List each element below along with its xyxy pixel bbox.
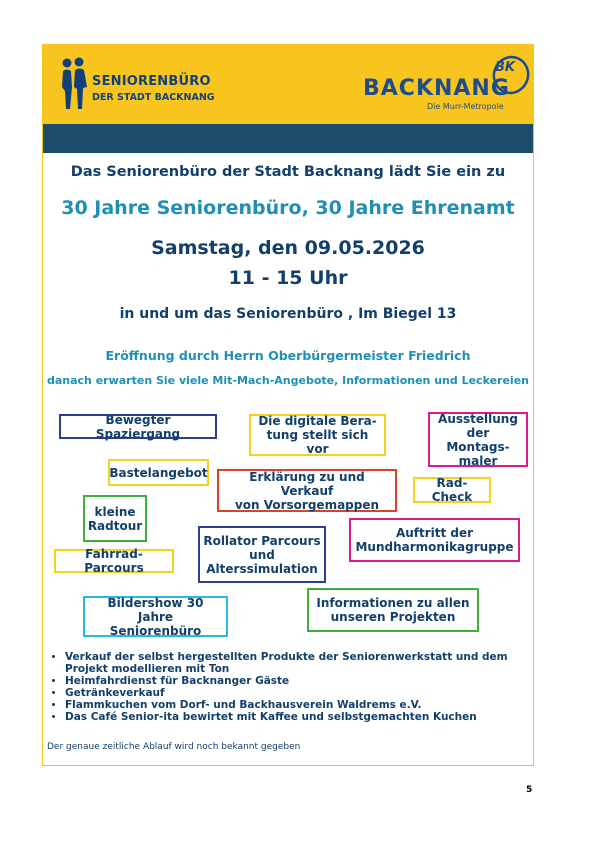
- flyer-page: [42, 44, 534, 766]
- activity-box: Bewegter Spaziergang: [59, 414, 217, 439]
- activity-box: Auftritt der Mundharmonikagruppe: [349, 518, 520, 562]
- logo-title: SENIORENBÜRO: [92, 74, 211, 89]
- activity-box: Bastelangebot: [108, 459, 209, 486]
- list-item: • Das Café Senior-ita bewirtet mit Kaffee und selbstgemachten Kuchen: [65, 711, 527, 723]
- activity-box: Rad-Check: [413, 477, 491, 503]
- city-tagline: Die Murr-Metropole: [427, 102, 504, 111]
- activity-box: Ausstellung der Montags- maler: [428, 412, 528, 467]
- opening-text: Eröffnung durch Herrn Oberbürgermeister Friedrich: [105, 348, 471, 363]
- bk-badge: BK: [495, 60, 515, 75]
- list-item: • Heimfahrdienst für Backnanger Gäste: [65, 675, 527, 687]
- event-time: 11 - 15 Uhr: [228, 267, 348, 289]
- activity-box: Die digitale Bera- tung stellt sich vor: [249, 414, 386, 456]
- offers-intro: danach erwarten Sie viele Mit-Mach-Angebote, Informationen und Leckereien: [46, 374, 529, 387]
- activity-box: Bildershow 30 Jahre Seniorenbüro: [83, 596, 228, 637]
- invitation-text: Das Seniorenbüro der Stadt Backnang lädt Sie ein zu: [70, 164, 506, 180]
- event-location: in und um das Seniorenbüro , Im Biegel 13: [119, 306, 457, 322]
- activity-box: Erklärung zu und Verkauf von Vorsorgemappen: [217, 469, 397, 512]
- backnang-logo: [363, 51, 533, 121]
- offer-list: [47, 651, 527, 723]
- activity-box: kleine Radtour: [83, 495, 147, 542]
- city-name: BACKNANG: [363, 76, 510, 101]
- schedule-note: Der genaue zeitliche Ablauf wird noch bekannt gegeben: [47, 742, 301, 752]
- seniorenbuero-logo: [59, 57, 239, 117]
- list-item: • Getränkeverkauf: [65, 687, 527, 699]
- logo-subtitle: DER STADT BACKNANG: [92, 92, 215, 103]
- senior-couple-icon: [59, 57, 91, 113]
- event-date: Samstag, den 09.05.2026: [151, 237, 425, 259]
- list-item: • Verkauf der selbst hergestellten Produkte der Seniorenwerkstatt und dem Projekt modellieren mit Ton: [65, 651, 527, 675]
- header-band: [43, 124, 533, 153]
- activity-box: Informationen zu allen unseren Projekten: [307, 588, 479, 632]
- activity-box: Rollator Parcours und Alterssimulation: [198, 526, 326, 583]
- headline: 30 Jahre Seniorenbüro, 30 Jahre Ehrenamt: [61, 197, 515, 219]
- header-banner: [43, 45, 533, 124]
- activity-box: Fahrrad-Parcours: [54, 549, 174, 573]
- list-item: • Flammkuchen vom Dorf- und Backhausverein Waldrems e.V.: [65, 699, 527, 711]
- page-number: 5: [526, 785, 533, 795]
